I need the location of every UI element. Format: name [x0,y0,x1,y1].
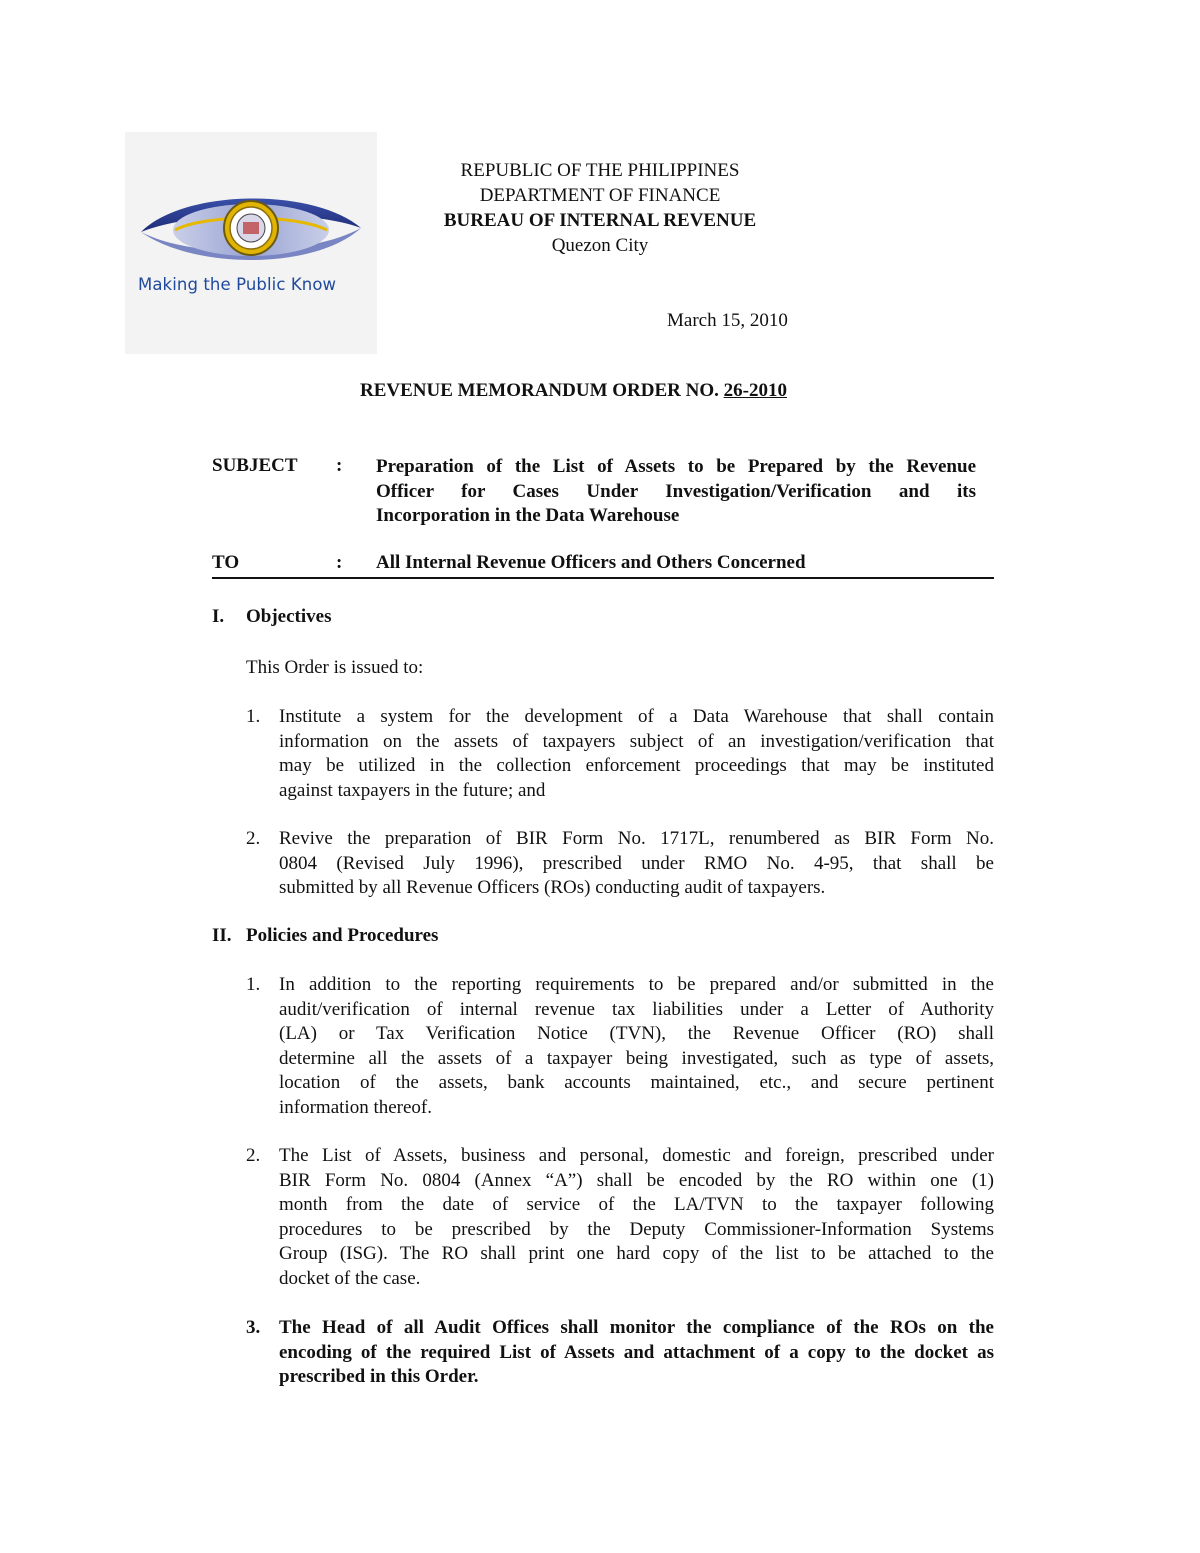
subject-line: Preparation of the List of Assets to be Prepared by the Revenue [376,456,976,477]
item-line: month from the date of service of the LA/TVN to the taxpayer following [279,1194,994,1215]
section1-intro: This Order is issued to: [246,657,424,678]
item-line: prescribed in this Order. [279,1366,479,1387]
section2-heading: Policies and Procedures [246,925,439,946]
item-number: 2. [246,1145,261,1166]
memo-date: March 15, 2010 [667,310,788,331]
subject-colon: : [336,455,343,476]
item-line: determine all the assets of a taxpayer being investigated, such as type of assets, [279,1047,994,1069]
section2-number: II. [212,925,232,946]
item-line: The Head of all Audit Offices shall monitor the compliance of the ROs on the [279,1317,994,1338]
item-line: information on the assets of taxpayers subject of an investigation/verification that [279,730,994,752]
item-text [279,1316,994,1390]
item-number: 2. [246,828,261,849]
item-line: docket of the case. [279,1267,421,1289]
header-department: DEPARTMENT OF FINANCE [479,185,721,206]
item-line: BIR Form No. 0804 (Annex “A”) shall be encoded by the RO within one (1) [279,1169,994,1191]
subject-text [376,455,976,529]
item-line: against taxpayers in the future; and [279,779,546,801]
to-text: All Internal Revenue Officers and Others Concerned [376,552,806,573]
header-republic: REPUBLIC OF THE PHILIPPINES [460,160,740,181]
item-line: Institute a system for the development of a Data Warehouse that shall contain [279,706,994,727]
order-prefix: REVENUE MEMORANDUM ORDER NO. [360,380,719,401]
item-text [279,705,994,803]
item-line: Revive the preparation of BIR Form No. 1717L, renumbered as BIR Form No. [279,828,994,849]
item-line: 0804 (Revised July 1996), prescribed under RMO No. 4-95, that shall be [279,852,994,874]
order-number: 26-2010 [723,380,787,401]
item-line: Group (ISG). The RO shall print one hard copy of the list to be attached to the [279,1243,994,1264]
item-line: procedures to be prescribed by the Deputy Commissioner-Information Systems [279,1218,994,1240]
item-line: may be utilized in the collection enforcement proceedings that may be instituted [279,755,994,776]
bir-seal-eye-icon [135,180,367,276]
bir-logo [125,132,377,354]
subject-line: Incorporation in the Data Warehouse [376,505,680,526]
item-line: audit/verification of internal revenue tax liabilities under a Letter of Authority [279,998,994,1020]
header-divider [212,577,994,579]
header-city: Quezon City [551,235,649,256]
logo-tagline: Making the Public Know [138,275,337,294]
section1-number: I. [212,606,225,627]
item-text [279,827,994,901]
item-text [279,973,994,1120]
item-text [279,1144,994,1291]
item-line: The List of Assets, business and personal, domestic and foreign, prescribed under [279,1145,994,1166]
item-line: information thereof. [279,1096,433,1118]
section1-heading: Objectives [246,606,332,627]
item-line: In addition to the reporting requirements to be prepared and/or submitted in the [279,974,994,995]
item-line: location of the assets, bank accounts maintained, etc., and secure pertinent [279,1072,994,1093]
item-line: encoding of the required List of Assets and attachment of a copy to the docket as [279,1341,994,1363]
to-label: TO [212,552,240,573]
order-title [360,380,787,402]
item-number: 1. [246,706,261,727]
header-bureau: BUREAU OF INTERNAL REVENUE [443,210,757,231]
item-number: 3. [246,1317,261,1338]
to-colon: : [336,552,343,573]
item-number: 1. [246,974,261,995]
subject-line: Officer for Cases Under Investigation/Verification and its [376,480,976,502]
subject-label: SUBJECT [212,455,298,476]
item-line: (LA) or Tax Verification Notice (TVN), the Revenue Officer (RO) shall [279,1023,994,1044]
item-line: submitted by all Revenue Officers (ROs) conducting audit of taxpayers. [279,877,826,898]
